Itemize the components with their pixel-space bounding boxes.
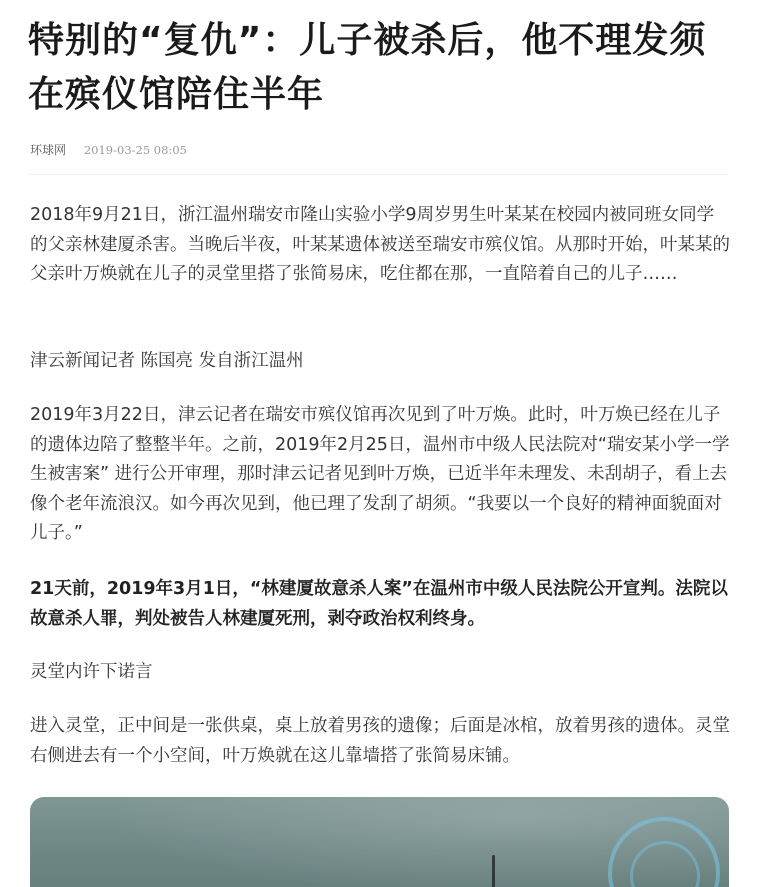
section-heading: 灵堂内许下诺言: [30, 662, 153, 682]
article-title: 特别的“复仇”：儿子被杀后，他不理发须在殡仪馆陪住半年: [28, 20, 707, 115]
photo-cable: [492, 855, 495, 887]
paragraph-intro: 2018年9月21日，浙江温州瑞安市隆山实验小学9周岁男生叶某某在校园内被同班女同学的父亲林建厦杀害。当晚后半夜，叶某某遗体被送至瑞安市殡仪馆。从那时开始，叶某某的父亲叶万焕就在儿子的灵堂里搭了张简易床，吃住都在那，一直陪着自己的儿子……: [30, 205, 730, 284]
article-meta: [30, 142, 187, 158]
article-source[interactable]: 环球网: [30, 143, 67, 157]
paragraph-memorial: 进入灵堂，正中间是一张供桌，桌上放着男孩的遗像；后面是冰棺，放着男孩的遗体。灵堂右侧进去有一个小空间，叶万焕就在这儿靠墙搭了张简易床铺。: [30, 716, 730, 766]
article-date: 2019-03-25 08:05: [83, 143, 187, 157]
paragraph-byline: 津云新闻记者 陈国亮 发自浙江温州: [30, 351, 304, 371]
meta-divider: [28, 174, 728, 175]
paragraph-revisit: 2019年3月22日，津云记者在瑞安市殡仪馆再次见到了叶万焕。此时，叶万焕已经在儿子的遗体边陪了整整半年。之前，2019年2月25日，温州市中级人民法院对“瑞安某小学一学生被害案” 进行公开审理，那时津云记者见到叶万焕，已近半年未理发、未刮胡子，看上去像个老年流浪汉。如今再次见到，他已理了发刮了胡须。“我要以一个良好的精神面貌面对儿子。”: [30, 405, 730, 543]
article-photo[interactable]: [30, 797, 729, 887]
paragraph-verdict: 21天前，2019年3月1日，“林建厦故意杀人案”在温州市中级人民法院公开宣判。法院以故意杀人罪，判处被告人林建厦死刑，剥夺政治权利终身。: [30, 579, 728, 629]
